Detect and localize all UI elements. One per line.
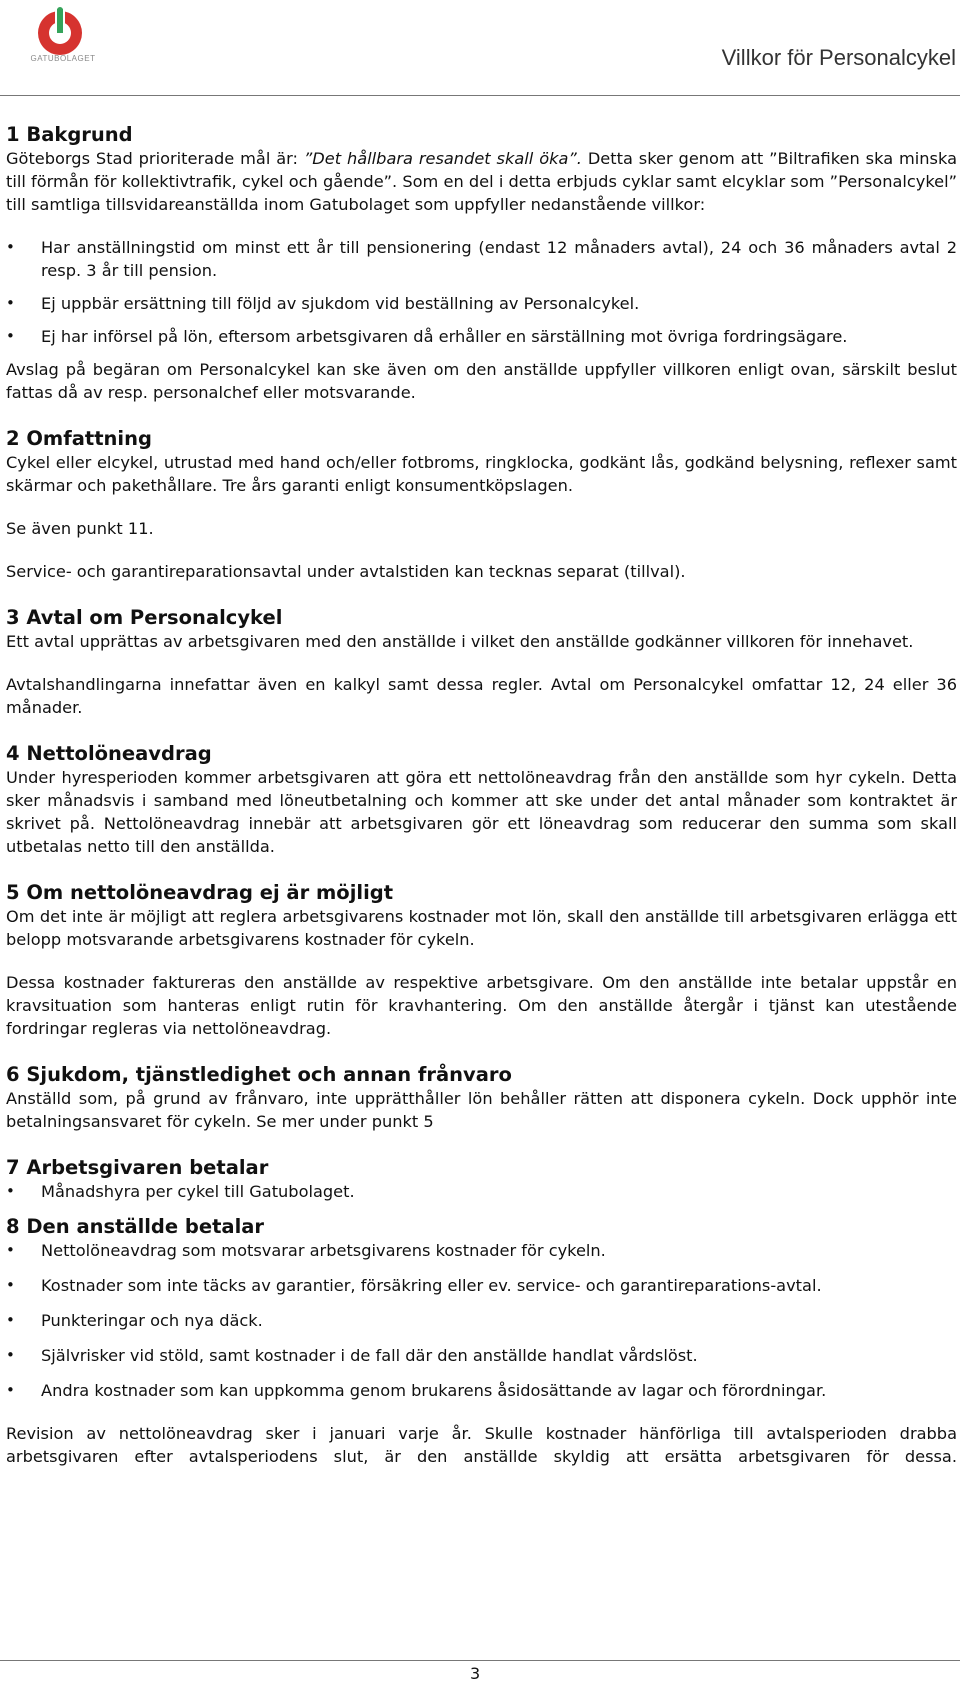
paragraph: Ett avtal upprättas av arbetsgivaren med den anställde i vilket den anställde godkänner villkoren för innehavet. [6, 632, 914, 651]
conditions-list [6, 236, 957, 348]
list-item: • Punkteringar och nya däck. [6, 1309, 957, 1332]
list-item: • Ej uppbär ersättning till följd av sjukdom vid beställning av Personalcykel. [6, 292, 957, 315]
section-arbetsgivaren-betalar [6, 1156, 957, 1203]
list-item: • Nettolöneavdrag som motsvarar arbetsgivarens kostnader för cykeln. [6, 1239, 957, 1262]
footer-divider [0, 1660, 960, 1661]
employee-costs-list [6, 1239, 957, 1402]
paragraph: Avtalshandlingarna innefattar även en kalkyl samt dessa regler. Avtal om Personalcykel omfattar 12, 24 eller 36 månader. [6, 675, 957, 717]
paragraph: Anställd som, på grund av frånvaro, inte upprätthåller lön behåller rätten att disponera cykeln. Dock upphör inte betalningsansvaret för cykeln. Se mer under punkt 5 [6, 1089, 957, 1131]
page-header [0, 0, 960, 96]
page-number: 3 [470, 1664, 481, 1683]
section-heading: 3 Avtal om Personalcykel [6, 606, 283, 629]
section-anstallde-betalar [6, 1215, 957, 1468]
section-nettoloneavdrag [6, 742, 957, 858]
paragraph: Se även punkt 11. [6, 519, 154, 538]
section-avtal [6, 606, 957, 719]
list-item: • Har anställningstid om minst ett år till pensionering (endast 12 månaders avtal), 24 och 36 månaders avtal 2 resp. 3 år till pension. [6, 236, 957, 282]
paragraph [6, 147, 957, 216]
paragraph: Dessa kostnader faktureras den anställde av respektive arbetsgivare. Om den anställde inte betalar uppstår en kravsituation som hanteras enligt rutin för kravhantering. Om den anställde återgår i tjänst kan utestående fordringar regleras via nettolöneavdrag. [6, 973, 957, 1038]
employer-costs-list [6, 1180, 957, 1203]
logo-wordmark: GATUBOLAGET [30, 54, 96, 63]
section-heading: 5 Om nettolöneavdrag ej är möjligt [6, 881, 394, 904]
list-item: • Självrisker vid stöld, samt kostnader i de fall där den anställde handlat vårdslöst. [6, 1344, 957, 1367]
section-heading: 4 Nettolöneavdrag [6, 742, 212, 765]
text-run: Detta sker genom att ”Biltrafiken ska minska till förmån för kollektivtrafik, cykel och gående”. Som en del i detta erbjuds cyklar samt elcyklar som ”Personalcykel” till samtliga tillsvidareanställda inom Gatubolaget som uppfyller nedanstående villkor: [6, 149, 958, 214]
section-heading: 6 Sjukdom, tjänstledighet och annan frånvaro [6, 1063, 512, 1086]
section-heading: 1 Bakgrund [6, 123, 133, 146]
section-heading: 2 Omfattning [6, 427, 152, 450]
list-item: • Andra kostnader som kan uppkomma genom brukarens åsidosättande av lagar och förordningar. [6, 1379, 957, 1402]
section-franvaro [6, 1063, 957, 1133]
list-item: • Ej har införsel på lön, eftersom arbetsgivaren då erhåller en särställning mot övriga fordringsägare. [6, 325, 957, 348]
list-item: • Kostnader som inte täcks av garantier, försäkring eller ev. service- och garantireparations-avtal. [6, 1274, 957, 1297]
text-run: Göteborgs Stad prioriterade mål är: [6, 149, 304, 168]
paragraph: Under hyresperioden kommer arbetsgivaren att göra ett nettolöneavdrag från den anställde som hyr cykeln. Detta sker månadsvis i samband med löneutbetalning och kommer att ske under det antal månader som kontraktet är skrivet på. Nettolöneavdrag innebär att arbetsgivaren gör ett löneavdrag som reducerar den summa som skall utbetalas netto till den anställda. [6, 768, 957, 856]
paragraph: Cykel eller elcykel, utrustad med hand och/eller fotbroms, ringklocka, godkänt lås, godkänd belysning, reflexer samt skärmar och pakethållare. Tre års garanti enligt konsumentköpslagen. [6, 453, 957, 495]
quoted-goal: ”Det hållbara resandet skall öka”. [303, 149, 582, 168]
paragraph: Revision av nettolöneavdrag sker i januari varje år. Skulle kostnader hänförliga till avtalsperioden drabba arbetsgivaren efter avtalsperiodens slut, är den anställde skyldig att ersätta arbetsgivaren för dessa. [6, 1424, 957, 1466]
document-body [6, 123, 957, 1468]
document-title: Villkor för Personalcykel [721, 45, 956, 70]
section-ej-mojligt [6, 881, 957, 1040]
section-heading: 7 Arbetsgivaren betalar [6, 1156, 269, 1179]
paragraph: Om det inte är möjligt att reglera arbetsgivarens kostnader mot lön, skall den anställde till arbetsgivaren erlägga ett belopp motsvarande arbetsgivarens kostnader för cykeln. [6, 907, 957, 949]
section-heading: 8 Den anställde betalar [6, 1215, 265, 1238]
list-item: • Månadshyra per cykel till Gatubolaget. [6, 1180, 957, 1203]
section-bakgrund [6, 123, 957, 404]
paragraph: Avslag på begäran om Personalcykel kan ske även om den anställde uppfyller villkoren enligt ovan, särskilt beslut fattas då av resp. personalchef eller motsvarande. [6, 360, 957, 402]
paragraph: Service- och garantireparationsavtal under avtalstiden kan tecknas separat (tillval). [6, 562, 686, 581]
section-omfattning [6, 427, 957, 583]
